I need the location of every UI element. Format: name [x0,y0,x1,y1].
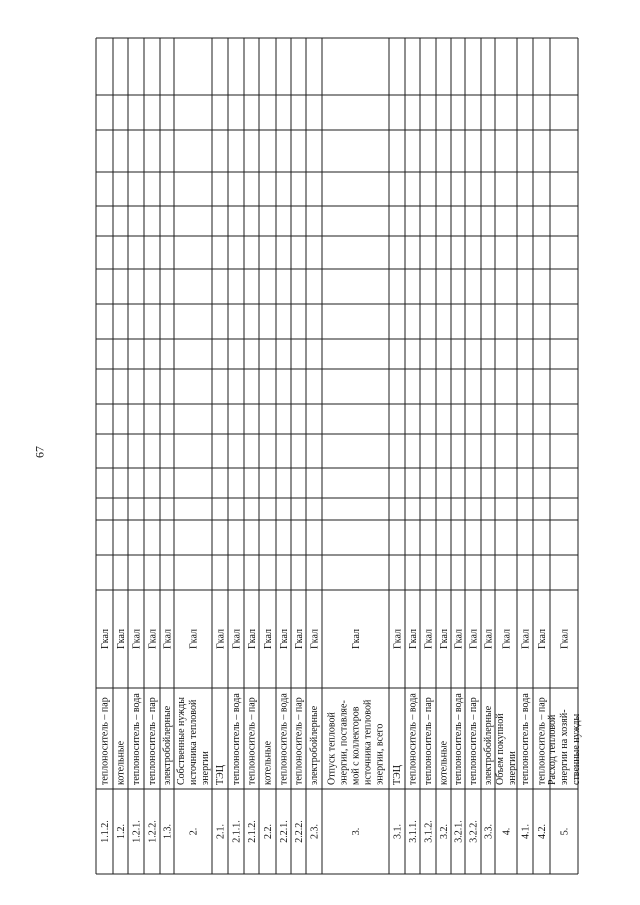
row-name: теплоноситель – пар [246,697,258,785]
row-number: 2.2.2. [294,820,305,843]
row-unit: Гкал [247,628,258,650]
page-number: 67 [32,446,47,458]
row-name: Объем покупной [495,713,506,785]
row-number: 1.1.2. [100,820,111,843]
table-row [392,629,404,839]
row-unit: Гкал [537,628,548,650]
row-name: Собственные нужды [176,697,187,785]
row-name: ственные нужды [571,713,582,785]
row-name: источника тепловой [188,699,199,785]
row-name: ТЭЦ [392,765,403,785]
table-row [176,629,211,835]
row-number: 2.1. [215,824,227,839]
table-row [100,629,112,843]
row-number: 3.2.2. [468,820,480,843]
table-row [309,629,321,839]
row-name: теплоноситель – вода [231,693,242,785]
row-name: котельные [438,740,450,785]
table-row [162,629,174,839]
row-unit: Гкал [215,628,227,650]
row-name: электробойлерные [483,705,494,785]
row-name: Отпуск тепловой [326,712,338,785]
row-unit: Гкал [468,628,480,650]
row-number: 1.3. [162,824,174,839]
row-unit: Гкал [100,628,111,650]
table-row [408,629,420,843]
row-number: 4. [501,827,513,836]
row-unit: Гкал [483,628,495,650]
row-unit: Гкал [231,628,243,650]
row-number: 1.2.2. [147,820,159,843]
table-row [131,629,143,843]
row-number: 2.3. [309,824,321,839]
row-unit: Гкал [351,628,362,650]
table-row [279,629,291,843]
row-unit: Гкал [294,628,305,650]
row-number: 4.2. [537,824,548,839]
row-number: 2. [188,827,200,836]
row-number: 3.1. [392,824,404,839]
row-name: энергии, всего [374,723,386,785]
row-unit: Гкал [263,628,274,650]
row-name: теплоноситель – вода [520,693,531,785]
table-row [483,629,495,839]
row-unit: Гкал [501,628,513,650]
table-row [263,629,275,839]
row-name: теплоноситель – вода [407,693,419,785]
table-row [116,629,128,839]
row-number: 2.2.1. [279,820,290,843]
row-number: 1.2.1. [131,820,143,843]
row-unit: Гкал [131,628,143,650]
row-unit: Гкал [408,628,419,650]
table-row [231,629,243,843]
table-row [147,629,159,843]
row-unit: Гкал [116,628,127,650]
table-row [247,629,259,843]
row-unit: Гкал [392,628,404,650]
row-unit: Гкал [559,628,571,650]
table-row [453,629,465,843]
row-name: энергии на хозяй- [559,709,570,785]
table-row [327,629,386,835]
row-unit: Гкал [279,628,290,650]
row-name: теплоноситель – пар [99,697,111,785]
row-name: энергии, поставляе- [338,700,350,785]
row-number: 3.1.1. [408,820,419,843]
table-row [294,629,306,843]
row-name: теплоноситель – вода [278,693,290,785]
table-row [423,629,435,843]
row-number: 3.2. [439,824,450,839]
row-number: 3.3. [483,824,495,839]
row-name: теплоноситель – пар [423,697,434,785]
table-row [468,629,480,843]
row-name: Расход тепловой [547,714,558,785]
row-name: электробойлерные [309,705,320,785]
row-unit: Гкал [439,628,450,650]
row-number: 5. [559,827,571,836]
table-rows [100,629,583,843]
row-unit: Гкал [309,628,321,650]
row-unit: Гкал [188,628,200,650]
row-name: электробойлерные [162,705,173,785]
row-name: теплоноситель – пар [468,697,479,785]
table-row [520,629,532,839]
row-number: 2.1.2. [247,820,258,843]
row-name: энергии [200,751,211,785]
table-row [215,629,227,839]
row-name: теплоноситель – пар [293,697,305,785]
row-number: 1.2. [116,824,127,839]
row-name: котельные [115,740,127,785]
row-number: 2.2. [263,824,274,839]
table-row [439,629,451,839]
row-number: 3.2.1. [453,820,465,843]
row-unit: Гкал [147,628,159,650]
row-number: 3. [351,827,362,836]
row-name: теплоноситель – пар [147,697,158,785]
row-name: теплоноситель – вода [131,693,142,785]
table-row [495,629,518,835]
row-name: теплоноситель – пар [536,697,548,785]
row-name: теплоноситель – вода [453,693,464,785]
row-name: котельные [262,740,274,785]
row-number: 3.1.2. [423,820,435,843]
table-row [547,629,582,835]
row-unit: Гкал [423,628,435,650]
row-number: 2.1.1. [231,820,243,843]
row-name: энергии [507,751,518,785]
row-name: источника тепловой [362,699,374,785]
row-unit: Гкал [453,628,465,650]
row-unit: Гкал [162,628,174,650]
row-name: ТЭЦ [215,765,226,785]
row-unit: Гкал [520,628,532,650]
row-name: мой с коллекторов [350,706,362,785]
row-number: 4.1. [520,824,532,839]
